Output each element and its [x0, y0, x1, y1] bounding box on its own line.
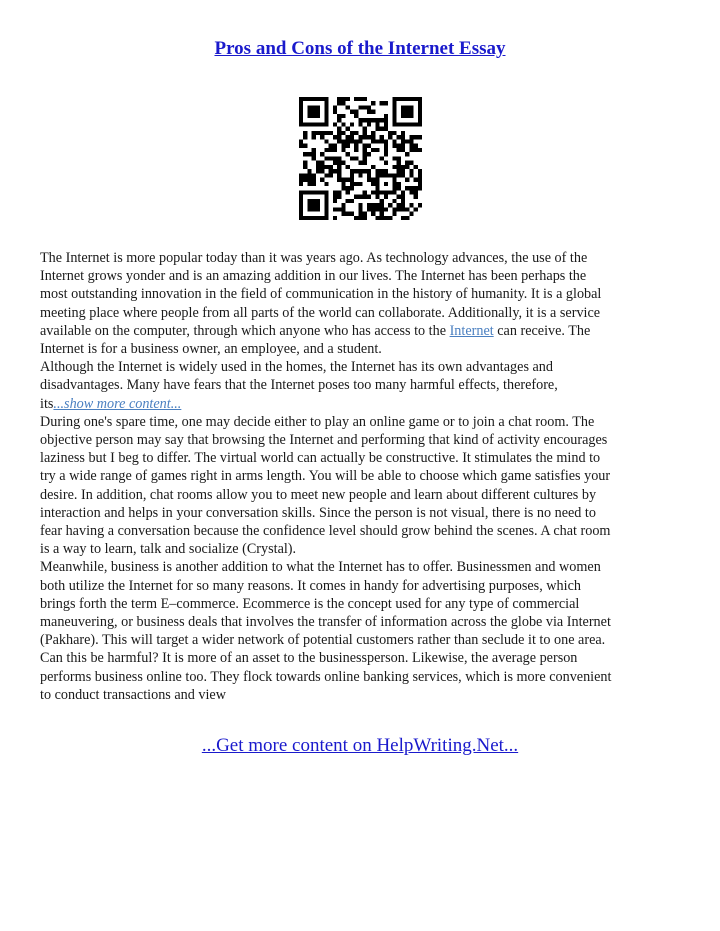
internet-link[interactable]: Internet	[449, 322, 494, 339]
essay-line	[40, 558, 690, 576]
get-more-content-link[interactable]: ...Get more content on HelpWriting.Net...	[201, 735, 519, 756]
essay-line	[40, 577, 690, 595]
qr-code-icon	[299, 97, 422, 220]
essay-text: Internet is for a business owner, an employee, and a student.	[40, 341, 382, 358]
essay-line	[40, 668, 690, 686]
essay-body	[40, 249, 690, 704]
essay-text: both utilize the Internet for so many reasons. It comes in handy for advertising purposes, which	[40, 577, 581, 594]
essay-line	[40, 322, 690, 340]
essay-text: performs business online too. They flock towards online banking services, which is more convenient	[40, 668, 612, 685]
essay-line	[40, 613, 690, 631]
page-title[interactable]: Pros and Cons of the Internet Essay	[214, 38, 506, 59]
essay-text: objective person may say that browsing the Internet and performing that kind of activity encourages	[40, 432, 608, 449]
essay-line	[40, 631, 690, 649]
essay-line	[40, 267, 690, 285]
essay-line	[40, 540, 690, 558]
essay-line	[40, 249, 690, 267]
essay-text: meeting place where people from all parts of the world can collaborate. Additionally, it is a service	[40, 304, 601, 321]
essay-text: interaction and helps in your conversation skills. Since the person is not visual, there is no need to	[40, 504, 596, 521]
essay-text: desire. In addition, chat rooms allow you to meet new people and learn about different cultures by	[40, 486, 597, 503]
show-more-link[interactable]: ...show more content...	[53, 395, 182, 412]
essay-line	[40, 376, 690, 394]
essay-line	[40, 449, 690, 467]
essay-text: laziness but I beg to differ. The virtual world can actually be constructive. It stimulates the mind to	[40, 450, 601, 467]
essay-line	[40, 522, 690, 540]
essay-line	[40, 649, 690, 667]
essay-line	[40, 486, 690, 504]
essay-line	[40, 431, 690, 449]
essay-line	[40, 358, 690, 376]
essay-line	[40, 304, 690, 322]
essay-text: Meanwhile, business is another addition to what the Internet has to offer. Businessmen and women	[40, 559, 601, 576]
essay-text: fear having a conversation because the confidence level should grow behind the scenes. A chat room	[40, 523, 611, 540]
essay-text: is a way to learn, talk and socialize (Crystal).	[40, 541, 297, 558]
essay-text: Although the Internet is widely used in the homes, the Internet has its own advantages and	[40, 359, 553, 376]
essay-text: (Pakhare). This will target a wider network of potential customers rather than seclude it to one area.	[40, 632, 606, 649]
essay-line	[40, 686, 690, 704]
essay-text: brings forth the term E–commerce. Ecommerce is the concept used for any type of commercial	[40, 595, 580, 612]
essay-text: most outstanding innovation in the field of communication in the history of humanity. It is a global	[40, 286, 602, 303]
essay-text: maneuvering, or business deals that involves the transfer of information across the globe via Internet	[40, 614, 611, 631]
essay-line	[40, 595, 690, 613]
essay-text: Internet grows yonder and is an amazing addition in our lives. The Internet has been perhaps the	[40, 268, 587, 285]
essay-line	[40, 413, 690, 431]
essay-text: Can this be harmful? It is more of an asset to the businessperson. Likewise, the average person	[40, 650, 578, 667]
essay-text: try a wide range of games right in arms length. You will be able to choose which game satisfies your	[40, 468, 611, 485]
essay-text: The Internet is more popular today than it was years ago. As technology advances, the use of the	[40, 250, 588, 266]
essay-text: During one's spare time, one may decide either to play an online game or to join a chat room. The	[40, 413, 595, 430]
essay-text: to conduct transactions and view	[40, 686, 226, 703]
essay-line	[40, 340, 690, 358]
essay-line	[40, 395, 690, 413]
essay-text: disadvantages. Many have fears that the Internet poses too many harmful effects, therefore,	[40, 377, 558, 394]
essay-text: available on the computer, through which anyone who has access to the	[40, 322, 450, 339]
essay-line	[40, 467, 690, 485]
essay-text: can receive. The	[493, 322, 591, 339]
essay-line	[40, 285, 690, 303]
essay-text: its	[40, 395, 54, 412]
essay-line	[40, 504, 690, 522]
